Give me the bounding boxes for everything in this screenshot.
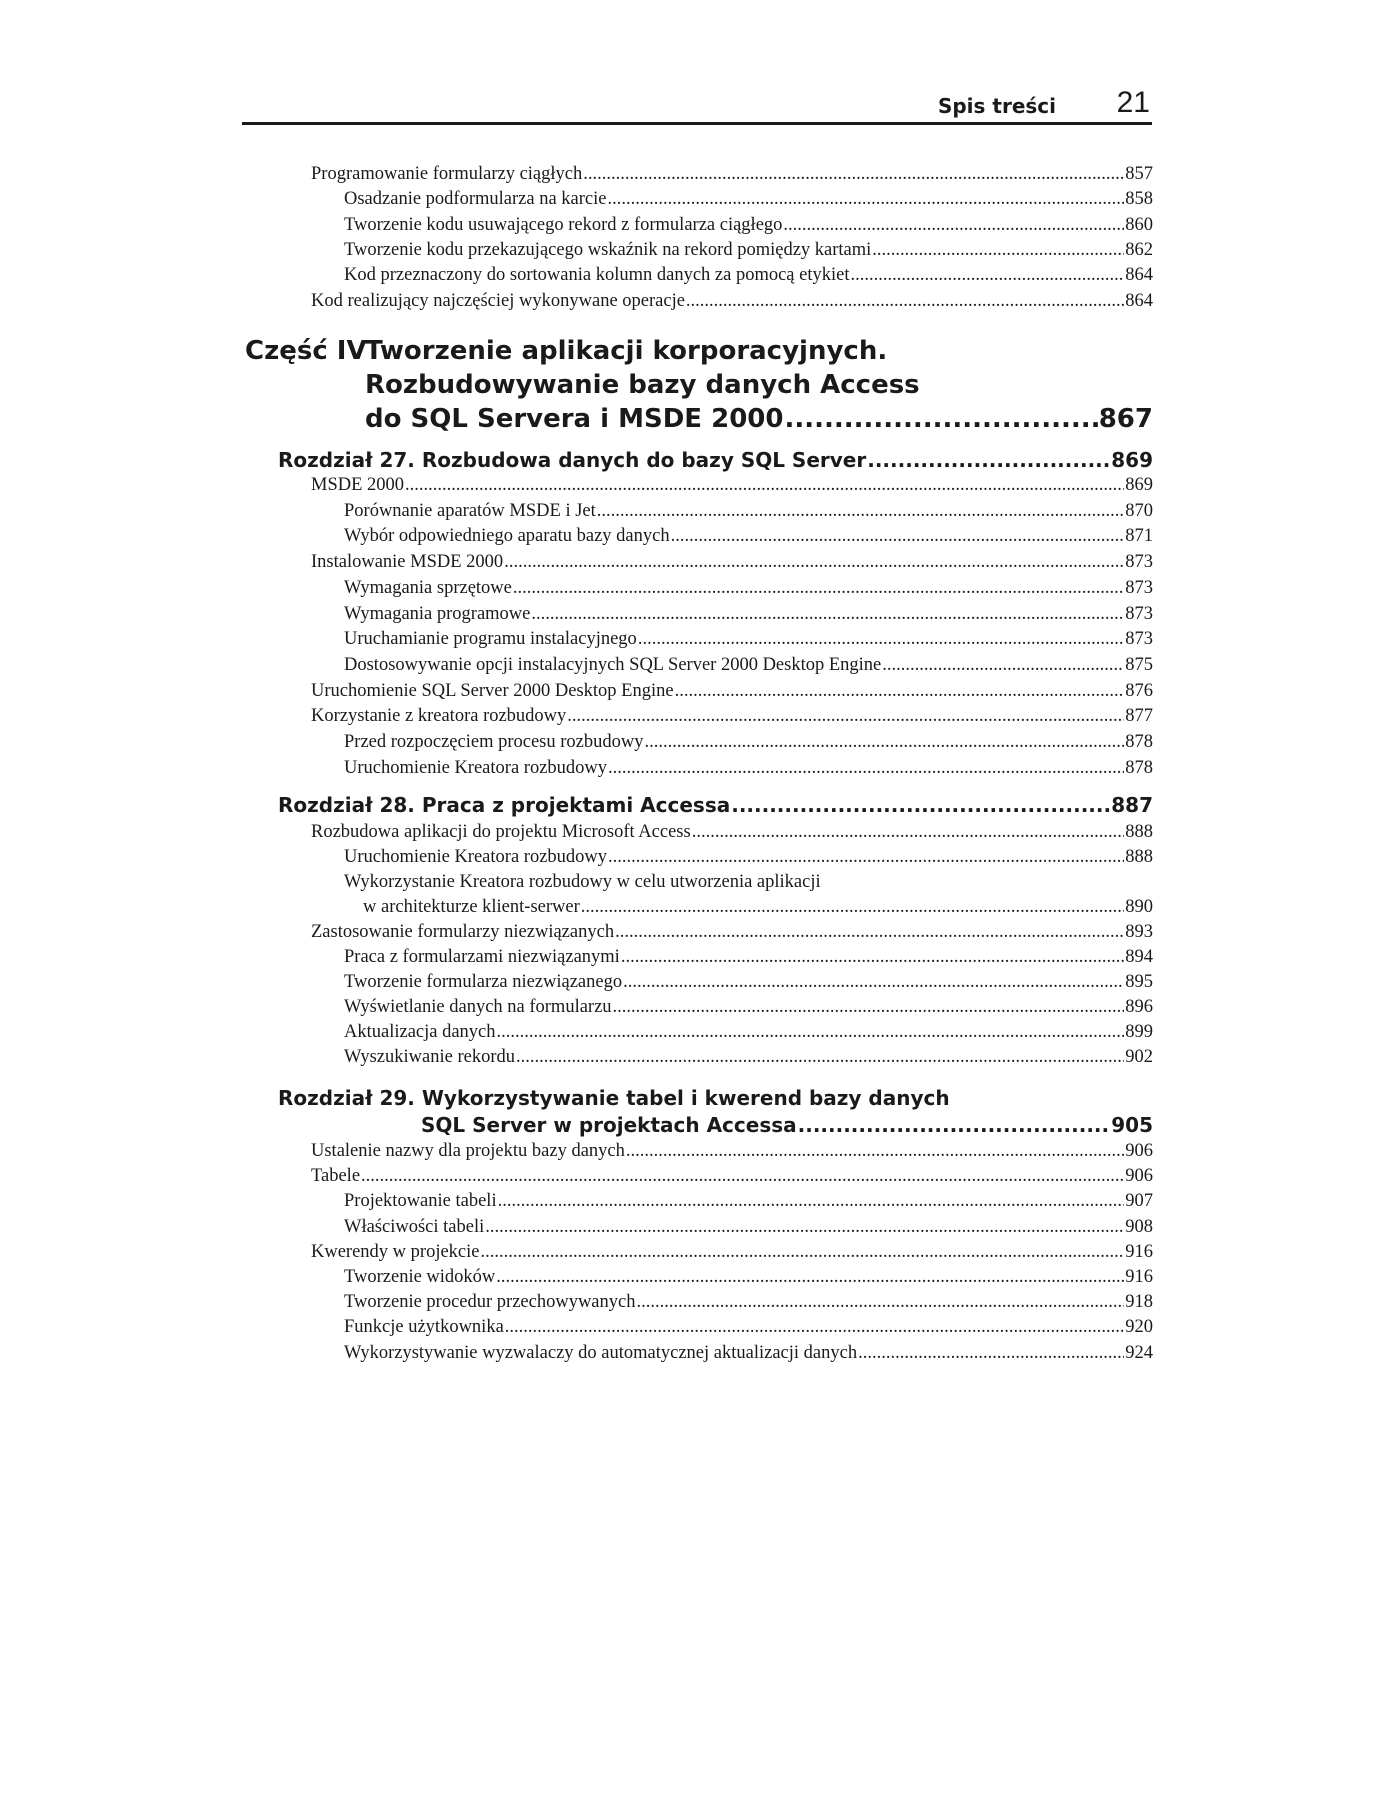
entry-title: Uruchomienie Kreatora rozbudowy (344, 757, 608, 778)
toc-entry (311, 922, 1153, 943)
entry-page: 894 (1125, 947, 1153, 967)
entry-title: Instalowanie MSDE 2000 (311, 552, 504, 573)
leader-dots (567, 706, 1124, 727)
toc-entry (344, 872, 821, 893)
entry-title: Tworzenie kodu usuwającego rekord z formularza ciągłego (344, 214, 783, 235)
leader-dots (692, 822, 1125, 843)
toc-entry (344, 1217, 1153, 1238)
chapter-27-heading (278, 448, 1153, 472)
entry-title: Porównanie aparatów MSDE i Jet (344, 500, 596, 521)
leader-dots (623, 972, 1124, 993)
leader-dots (671, 526, 1125, 547)
entry-page: 896 (1125, 997, 1153, 1017)
header-title: Spis treści (937, 94, 1056, 118)
entry-title: Kod przeznaczony do sortowania kolumn danych za pomocą etykiet (344, 265, 850, 286)
entry-title: Dostosowywanie opcji instalacyjnych SQL Server 2000 Desktop Engine (344, 654, 882, 675)
toc-entry (344, 758, 1153, 779)
leader-dots (608, 758, 1124, 779)
entry-title: Tworzenie widoków (344, 1267, 496, 1287)
chapter-page: 905 (1111, 1113, 1153, 1137)
entry-page: 873 (1125, 552, 1153, 573)
entry-page: 878 (1125, 757, 1153, 778)
entry-title: Praca z formularzami niezwiązanymi (344, 947, 620, 967)
entry-title: Przed rozpoczęciem procesu rozbudowy (344, 732, 644, 752)
leader-dots (498, 1191, 1125, 1212)
toc-entry (344, 1191, 1153, 1212)
leader-dots (638, 629, 1124, 650)
entry-page: 890 (1125, 897, 1153, 917)
toc-entry (344, 847, 1153, 868)
entry-title: Uruchomienie Kreatora rozbudowy (344, 847, 608, 867)
leader-dots (497, 1022, 1125, 1043)
leader-dots (867, 448, 1110, 472)
entry-page: 888 (1125, 822, 1153, 842)
toc-entry (344, 1267, 1153, 1288)
entry-page: 862 (1125, 239, 1153, 260)
entry-page: 864 (1125, 290, 1153, 311)
entry-title: Projektowanie tabeli (344, 1191, 497, 1212)
toc-entry (344, 1022, 1153, 1043)
toc-entry (344, 501, 1153, 522)
entry-title: Tworzenie procedur przechowywanych (344, 1292, 636, 1313)
leader-dots (636, 1292, 1124, 1313)
part-title-text: do SQL Servera i MSDE 2000 (365, 404, 784, 434)
leader-dots (361, 1166, 1124, 1187)
entry-page: 864 (1125, 265, 1153, 286)
leader-dots (731, 793, 1110, 817)
toc-entry (344, 215, 1153, 236)
toc-entry (311, 475, 1153, 496)
chapter-title: Rozdział 28. Praca z projektami Accessa (278, 793, 731, 817)
leader-dots (686, 291, 1124, 312)
leader-dots (882, 655, 1124, 676)
leader-dots (481, 1242, 1125, 1263)
entry-title: Kod realizujący najczęściej wykonywane operacje (311, 290, 685, 311)
toc-entry (344, 1317, 1153, 1338)
entry-title: Tworzenie formularza niezwiązanego (344, 972, 623, 992)
entry-page: 920 (1125, 1317, 1153, 1338)
part-label: Część IV (245, 336, 367, 366)
part-title-line-1: Tworzenie aplikacji korporacyjnych. (365, 336, 888, 366)
entry-page: 875 (1125, 654, 1153, 675)
leader-dots (513, 578, 1124, 599)
entry-title: Wybór odpowiedniego aparatu bazy danych (344, 526, 670, 547)
entry-title: Wyświetlanie danych na formularzu (344, 997, 612, 1017)
entry-page: 918 (1125, 1292, 1153, 1313)
entry-title: Wymagania sprzętowe (344, 577, 512, 598)
entry-title: Wykorzystanie Kreatora rozbudowy w celu utworzenia aplikacji (344, 872, 821, 892)
entry-page: 878 (1125, 732, 1153, 752)
leader-dots (644, 732, 1124, 753)
chapter-28-heading (278, 793, 1153, 817)
leader-dots (516, 1047, 1124, 1068)
entry-page: 858 (1125, 189, 1153, 210)
toc-entry (344, 1047, 1153, 1068)
entry-page: 871 (1125, 526, 1153, 547)
entry-page: 906 (1125, 1141, 1153, 1161)
leader-dots (621, 947, 1124, 968)
entry-title: Tabele (311, 1166, 361, 1187)
chapter-29-heading-line-2 (421, 1113, 1153, 1137)
entry-title: Wykorzystywanie wyzwalaczy do automatycznej aktualizacji danych (344, 1342, 858, 1363)
entry-page: 895 (1125, 972, 1153, 992)
toc-entry (344, 526, 1153, 547)
chapter-title: SQL Server w projektach Accessa (421, 1113, 797, 1137)
leader-dots (851, 265, 1125, 286)
leader-dots (504, 552, 1124, 573)
toc-entry (344, 972, 1153, 993)
leader-dots (858, 1343, 1124, 1364)
leader-dots (615, 922, 1124, 943)
entry-page: 902 (1125, 1047, 1153, 1067)
entry-title: Zastosowanie formularzy niezwiązanych (311, 922, 615, 942)
toc-entry (311, 1166, 1153, 1187)
toc-entry (344, 997, 1153, 1018)
chapter-page: 869 (1111, 448, 1153, 472)
leader-dots (675, 681, 1125, 702)
page-number: 21 (1116, 86, 1150, 119)
toc-entry (311, 552, 1153, 573)
leader-dots (485, 1217, 1124, 1238)
entry-page: 870 (1125, 500, 1153, 521)
entry-page: 916 (1125, 1267, 1153, 1287)
toc-entry (344, 732, 1153, 753)
entry-page: 873 (1125, 577, 1153, 598)
toc-entry (311, 822, 1153, 843)
toc-entry (311, 706, 1153, 727)
entry-page: 873 (1125, 629, 1153, 650)
running-header (242, 86, 1152, 125)
entry-page: 893 (1125, 922, 1153, 942)
toc-entry (344, 629, 1153, 650)
entry-title: Tworzenie kodu przekazującego wskaźnik na rekord pomiędzy kartami (344, 239, 872, 260)
entry-title: Właściwości tabeli (344, 1216, 485, 1237)
entry-title: Wymagania programowe (344, 603, 531, 624)
entry-title: Ustalenie nazwy dla projektu bazy danych (311, 1141, 625, 1161)
entry-title: Kwerendy w projekcie (311, 1241, 480, 1262)
leader-dots (784, 404, 1097, 434)
entry-page: 906 (1125, 1166, 1153, 1187)
entry-title: Programowanie formularzy ciągłych (311, 164, 583, 184)
entry-title: Uruchamianie programu instalacyjnego (344, 629, 637, 650)
leader-dots (626, 1141, 1124, 1162)
part-title-line-2: Rozbudowywanie bazy danych Access (365, 370, 920, 400)
entry-page: 908 (1125, 1216, 1153, 1237)
entry-page: 924 (1125, 1342, 1153, 1363)
entry-title: Uruchomienie SQL Server 2000 Desktop Engine (311, 680, 674, 701)
toc-entry (363, 897, 1153, 918)
entry-page: 916 (1125, 1241, 1153, 1262)
entry-title: Wyszukiwanie rekordu (344, 1047, 515, 1067)
entry-page: 876 (1125, 680, 1153, 701)
leader-dots (597, 501, 1124, 522)
toc-entry (344, 947, 1153, 968)
leader-dots (608, 847, 1124, 868)
chapter-title: Rozdział 27. Rozbudowa danych do bazy SQL Server (278, 448, 867, 472)
leader-dots (783, 215, 1124, 236)
toc-entry (311, 681, 1153, 702)
chapter-page: 887 (1111, 793, 1153, 817)
leader-dots (505, 1317, 1124, 1338)
toc-entry (311, 1242, 1153, 1263)
toc-entry (344, 240, 1153, 261)
toc-entry (344, 578, 1153, 599)
entry-title: Funkcje użytkownika (344, 1317, 504, 1338)
leader-dots (607, 189, 1124, 210)
toc-entry (344, 604, 1153, 625)
leader-dots (581, 897, 1124, 918)
entry-page: 877 (1125, 706, 1153, 727)
entry-page: 869 (1125, 475, 1153, 495)
entry-title: Korzystanie z kreatora rozbudowy (311, 706, 567, 727)
leader-dots (613, 997, 1125, 1018)
entry-page: 899 (1125, 1022, 1153, 1042)
leader-dots (531, 604, 1124, 625)
entry-page: 873 (1125, 603, 1153, 624)
entry-page: 907 (1125, 1191, 1153, 1212)
leader-dots (405, 475, 1124, 496)
part-page: 867 (1098, 404, 1153, 434)
leader-dots (798, 1113, 1111, 1137)
entry-page: 888 (1125, 847, 1153, 867)
toc-entry (311, 291, 1153, 312)
leader-dots (496, 1267, 1124, 1288)
leader-dots (583, 164, 1124, 185)
toc-entry (311, 1141, 1153, 1162)
entry-title: MSDE 2000 (311, 475, 405, 495)
toc-entry (311, 164, 1153, 185)
entry-page: 857 (1125, 164, 1153, 184)
entry-title: Rozbudowa aplikacji do projektu Microsoft Access (311, 822, 691, 842)
toc-entry (344, 655, 1153, 676)
chapter-29-heading-line-1: Rozdział 29. Wykorzystywanie tabel i kwerend bazy danych (278, 1086, 950, 1110)
toc-entry (344, 189, 1153, 210)
entry-title: w architekturze klient-serwer (363, 897, 580, 917)
part-title-line-3 (365, 404, 1153, 434)
entry-page: 860 (1125, 214, 1153, 235)
toc-entry (344, 1343, 1153, 1364)
toc-entry (344, 265, 1153, 286)
leader-dots (872, 240, 1124, 261)
toc-entry (344, 1292, 1153, 1313)
entry-title: Aktualizacja danych (344, 1022, 496, 1042)
entry-title: Osadzanie podformularza na karcie (344, 189, 607, 210)
